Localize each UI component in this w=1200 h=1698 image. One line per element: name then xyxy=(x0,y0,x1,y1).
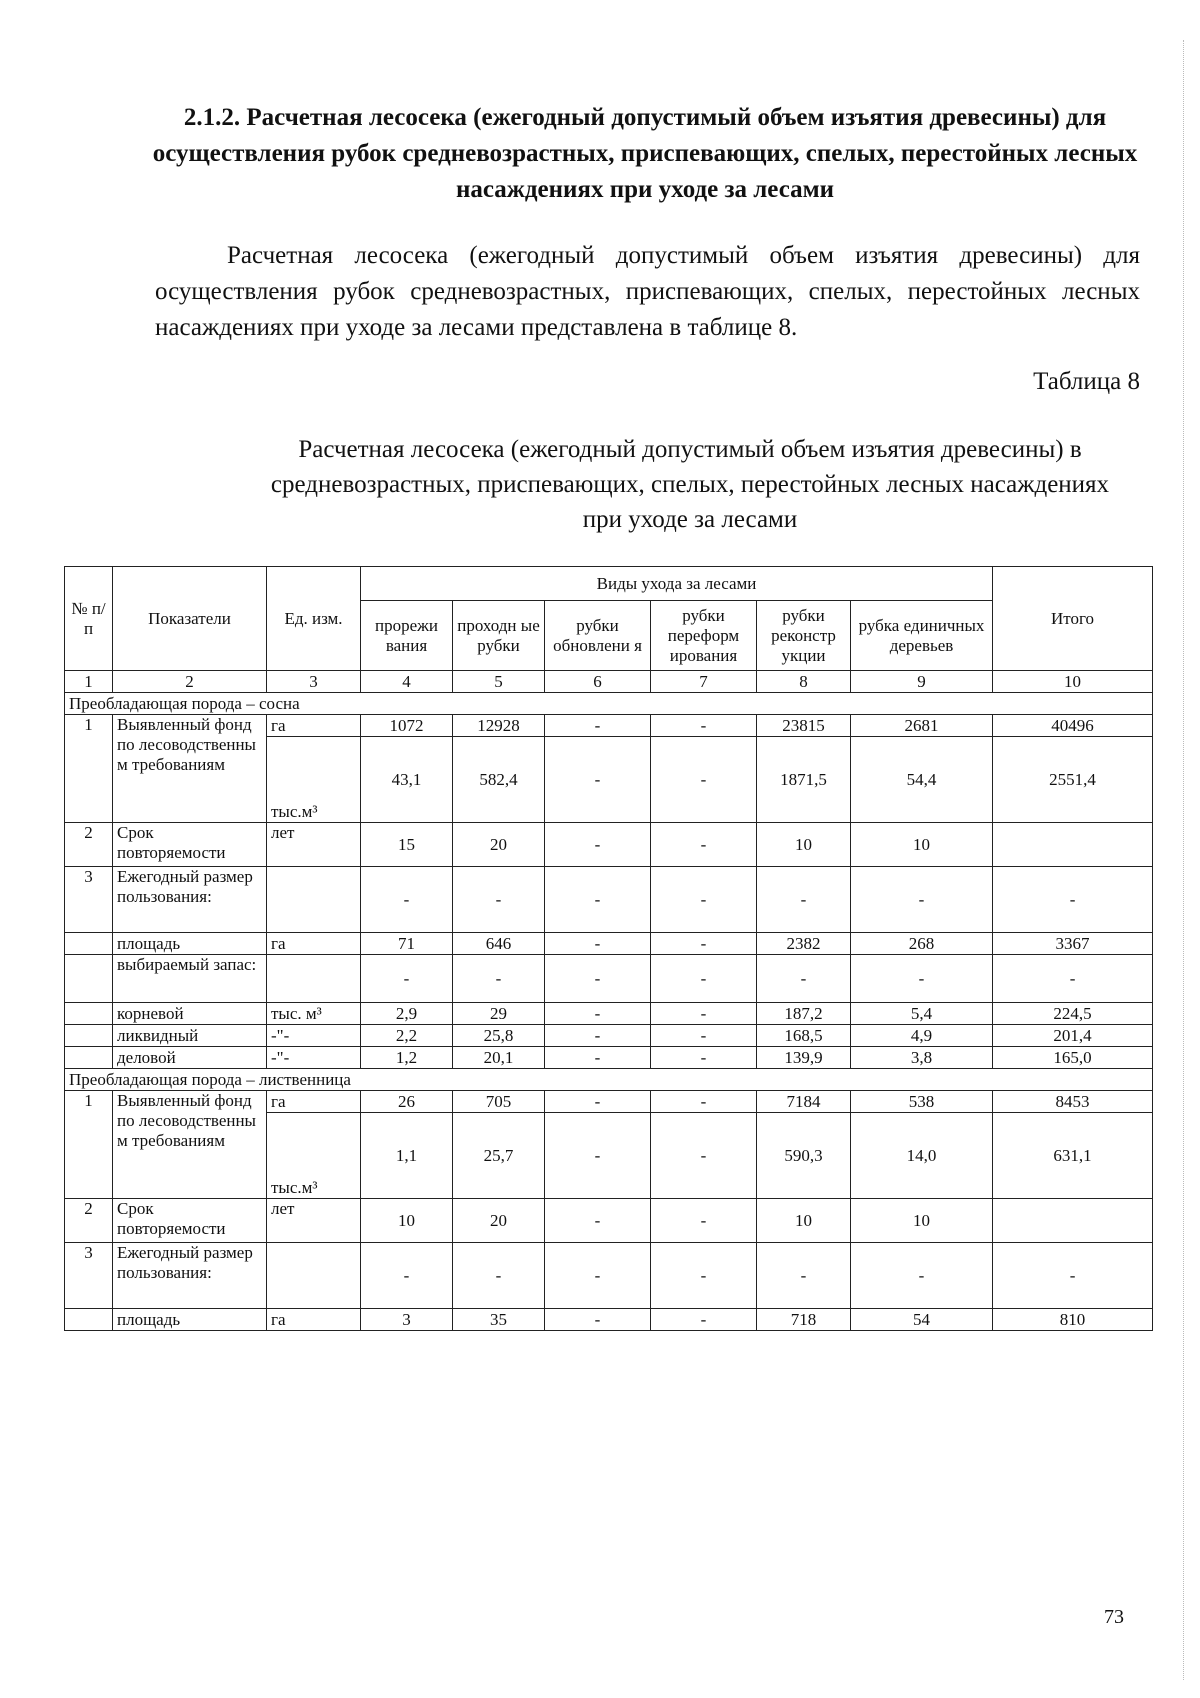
table-cell: 1072 xyxy=(361,715,453,737)
row-unit: тыс.м³ xyxy=(267,1113,361,1199)
col-number: 10 xyxy=(993,671,1153,693)
table-cell: 631,1 xyxy=(993,1113,1153,1199)
table-row xyxy=(65,1025,1153,1047)
table-cell: 718 xyxy=(757,1309,851,1331)
table-cell: 1,1 xyxy=(361,1113,453,1199)
table-cell: 201,4 xyxy=(993,1025,1153,1047)
table-cell: - xyxy=(545,1113,651,1199)
table-cell: - xyxy=(651,933,757,955)
table-row xyxy=(65,933,1153,955)
header-col: рубки обновлени я xyxy=(545,601,651,671)
row-num xyxy=(65,955,113,1003)
table-cell: 2551,4 xyxy=(993,737,1153,823)
col-number: 1 xyxy=(65,671,113,693)
table-cell: 71 xyxy=(361,933,453,955)
intro-paragraph xyxy=(155,238,1140,346)
table-cell: 168,5 xyxy=(757,1025,851,1047)
header-col: рубка единичных деревьев xyxy=(851,601,993,671)
table-row xyxy=(65,1091,1153,1113)
table-cell: 165,0 xyxy=(993,1047,1153,1069)
table-cell: 54,4 xyxy=(851,737,993,823)
row-num xyxy=(65,1025,113,1047)
table-cell: - xyxy=(651,1091,757,1113)
table-cell: - xyxy=(651,1243,757,1309)
row-unit xyxy=(267,1243,361,1309)
header-col: прорежи вания xyxy=(361,601,453,671)
section-row-larch xyxy=(65,1069,1153,1091)
table-row xyxy=(65,1047,1153,1069)
header-total: Итого xyxy=(993,567,1153,671)
table-cell: - xyxy=(545,1091,651,1113)
table-cell: - xyxy=(651,955,757,1003)
table-row xyxy=(65,1199,1153,1243)
row-unit: га xyxy=(267,933,361,955)
table-cell: 54 xyxy=(851,1309,993,1331)
row-num: 3 xyxy=(65,867,113,933)
table-cell: 1871,5 xyxy=(757,737,851,823)
table-cell: - xyxy=(545,1309,651,1331)
table-row xyxy=(65,823,1153,867)
row-num xyxy=(65,1003,113,1025)
table-row xyxy=(65,1243,1153,1309)
row-num: 2 xyxy=(65,1199,113,1243)
table-cell: 590,3 xyxy=(757,1113,851,1199)
row-unit: лет xyxy=(267,1199,361,1243)
row-num xyxy=(65,1309,113,1331)
table-cell: 3,8 xyxy=(851,1047,993,1069)
header-num: № п/п xyxy=(65,567,113,671)
row-num xyxy=(65,933,113,955)
table-cell: 25,8 xyxy=(453,1025,545,1047)
table-cell: 20 xyxy=(453,823,545,867)
table-cell xyxy=(993,823,1153,867)
col-number: 6 xyxy=(545,671,651,693)
header-row-top xyxy=(65,567,1153,601)
row-unit: лет xyxy=(267,823,361,867)
table-cell: - xyxy=(757,867,851,933)
table-cell: 26 xyxy=(361,1091,453,1113)
table-cell: - xyxy=(651,737,757,823)
table-cell: 8453 xyxy=(993,1091,1153,1113)
row-label: деловой xyxy=(113,1047,267,1069)
table-cell: - xyxy=(757,955,851,1003)
table-row xyxy=(65,715,1153,737)
col-number: 8 xyxy=(757,671,851,693)
table-cell: 20,1 xyxy=(453,1047,545,1069)
table-cell: 2,2 xyxy=(361,1025,453,1047)
table-cell: - xyxy=(545,737,651,823)
table-cell: 187,2 xyxy=(757,1003,851,1025)
header-col: проходн ые рубки xyxy=(453,601,545,671)
table-cell: - xyxy=(545,955,651,1003)
table-cell: 705 xyxy=(453,1091,545,1113)
table-cell: - xyxy=(545,1047,651,1069)
row-unit: га xyxy=(267,1091,361,1113)
table-cell xyxy=(993,1199,1153,1243)
table-cell: - xyxy=(545,867,651,933)
row-unit: га xyxy=(267,1309,361,1331)
table-cell: - xyxy=(545,715,651,737)
table-cell: - xyxy=(361,955,453,1003)
table-cell: 7184 xyxy=(757,1091,851,1113)
table-cell: - xyxy=(545,1199,651,1243)
col-number: 3 xyxy=(267,671,361,693)
table-cell: 10 xyxy=(851,823,993,867)
col-number: 7 xyxy=(651,671,757,693)
table-cell: 4,9 xyxy=(851,1025,993,1047)
table-cell: 20 xyxy=(453,1199,545,1243)
row-label: Срок повторяемости xyxy=(113,1199,267,1243)
row-label: Выявленный фонд по лесоводственны м требованиям xyxy=(113,715,267,823)
table-cell: - xyxy=(545,1243,651,1309)
table-cell: 10 xyxy=(851,1199,993,1243)
table-cell: - xyxy=(651,1113,757,1199)
table-row xyxy=(65,1309,1153,1331)
row-num: 1 xyxy=(65,715,113,823)
table-cell: 10 xyxy=(757,823,851,867)
table-cell: - xyxy=(993,867,1153,933)
section-title-larch: Преобладающая порода – лиственница xyxy=(65,1069,1153,1091)
row-num: 1 xyxy=(65,1091,113,1199)
table-cell: - xyxy=(453,1243,545,1309)
table-cell: - xyxy=(361,1243,453,1309)
row-label: ликвидный xyxy=(113,1025,267,1047)
row-num xyxy=(65,1047,113,1069)
table-label: Таблица 8 xyxy=(1033,368,1140,395)
header-col: рубки реконстр укции xyxy=(757,601,851,671)
table-cell: 2681 xyxy=(851,715,993,737)
col-number: 4 xyxy=(361,671,453,693)
section-title-pine: Преобладающая порода – сосна xyxy=(65,693,1153,715)
table-cell: 538 xyxy=(851,1091,993,1113)
table-cell: 5,4 xyxy=(851,1003,993,1025)
table-cell: - xyxy=(545,823,651,867)
table-cell: - xyxy=(453,955,545,1003)
table-cell: - xyxy=(651,1199,757,1243)
table-cell: 23815 xyxy=(757,715,851,737)
table-cell: - xyxy=(545,933,651,955)
row-label: площадь xyxy=(113,933,267,955)
header-group: Виды ухода за лесами xyxy=(361,567,993,601)
row-label: Ежегодный размер пользования: xyxy=(113,1243,267,1309)
table-cell: - xyxy=(453,867,545,933)
header-unit: Ед. изм. xyxy=(267,567,361,671)
header-col: рубки переформ ирования xyxy=(651,601,757,671)
table-cell: 3 xyxy=(361,1309,453,1331)
column-number-row xyxy=(65,671,1153,693)
section-row-pine xyxy=(65,693,1153,715)
table-cell: 29 xyxy=(453,1003,545,1025)
table-cell: 2,9 xyxy=(361,1003,453,1025)
scan-edge-line xyxy=(1183,40,1184,1680)
table-cell: 646 xyxy=(453,933,545,955)
table-cell: - xyxy=(851,955,993,1003)
table-cell: 10 xyxy=(361,1199,453,1243)
table-cell: 14,0 xyxy=(851,1113,993,1199)
row-label: площадь xyxy=(113,1309,267,1331)
row-label: выбираемый запас: xyxy=(113,955,267,1003)
table-cell: 1,2 xyxy=(361,1047,453,1069)
table-cell: - xyxy=(651,715,757,737)
row-unit xyxy=(267,867,361,933)
table-cell: - xyxy=(545,1003,651,1025)
table-cell: - xyxy=(993,955,1153,1003)
table-cell: - xyxy=(361,867,453,933)
section-heading: 2.1.2. Расчетная лесосека (ежегодный допустимый объем изъятия древесины) для осуществления рубок средневозрастных, приспевающих, спелых, перестойных лесных насаждениях при уходе за лесами xyxy=(152,104,1138,203)
table-cell: - xyxy=(993,1243,1153,1309)
header-indicator: Показатели xyxy=(113,567,267,671)
table-cell: 10 xyxy=(757,1199,851,1243)
table-row xyxy=(65,1003,1153,1025)
table-cell: 2382 xyxy=(757,933,851,955)
col-number: 5 xyxy=(453,671,545,693)
col-number: 2 xyxy=(113,671,267,693)
page-number: 73 xyxy=(1104,1606,1124,1628)
table-cell: 3367 xyxy=(993,933,1153,955)
table-caption: Расчетная лесосека (ежегодный допустимый объем изъятия древесины) в средневозрастных, приспевающих, спелых, перестойных лесных насаждениях при уходе за лесами xyxy=(270,436,1110,533)
row-label: Ежегодный размер пользования: xyxy=(113,867,267,933)
table-cell: 12928 xyxy=(453,715,545,737)
col-number: 9 xyxy=(851,671,993,693)
table-cell: - xyxy=(851,867,993,933)
row-unit: га xyxy=(267,715,361,737)
row-unit: тыс.м³ xyxy=(267,737,361,823)
table-cell: 40496 xyxy=(993,715,1153,737)
row-label: корневой xyxy=(113,1003,267,1025)
row-label: Срок повторяемости xyxy=(113,823,267,867)
table-cell: - xyxy=(651,1003,757,1025)
row-unit: -"- xyxy=(267,1047,361,1069)
table-row xyxy=(65,955,1153,1003)
table-cell: 582,4 xyxy=(453,737,545,823)
row-unit: -"- xyxy=(267,1025,361,1047)
table-cell: - xyxy=(757,1243,851,1309)
table-cell: - xyxy=(651,1309,757,1331)
table-cell: 224,5 xyxy=(993,1003,1153,1025)
table-cell: 25,7 xyxy=(453,1113,545,1199)
row-num: 2 xyxy=(65,823,113,867)
table-cell: - xyxy=(651,1047,757,1069)
table-cell: 268 xyxy=(851,933,993,955)
table-cell: 15 xyxy=(361,823,453,867)
intro-paragraph-text: Расчетная лесосека (ежегодный допустимый объем изъятия древесины) для осуществления рубок средневозрастных, приспевающих, спелых, перестойных лесных насаждениях при уходе за лесами представлена в таблице 8. xyxy=(155,242,1140,341)
table-cell: 810 xyxy=(993,1309,1153,1331)
table-cell: 43,1 xyxy=(361,737,453,823)
table-cell: 139,9 xyxy=(757,1047,851,1069)
row-num: 3 xyxy=(65,1243,113,1309)
allowable-cut-table xyxy=(64,566,1153,1331)
table-cell: - xyxy=(651,823,757,867)
table-cell: 35 xyxy=(453,1309,545,1331)
row-unit xyxy=(267,955,361,1003)
table-row xyxy=(65,867,1153,933)
table-cell: - xyxy=(545,1025,651,1047)
row-unit: тыс. м³ xyxy=(267,1003,361,1025)
table-cell: - xyxy=(651,1025,757,1047)
row-label: Выявленный фонд по лесоводственны м требованиям xyxy=(113,1091,267,1199)
table-cell: - xyxy=(651,867,757,933)
table-cell: - xyxy=(851,1243,993,1309)
